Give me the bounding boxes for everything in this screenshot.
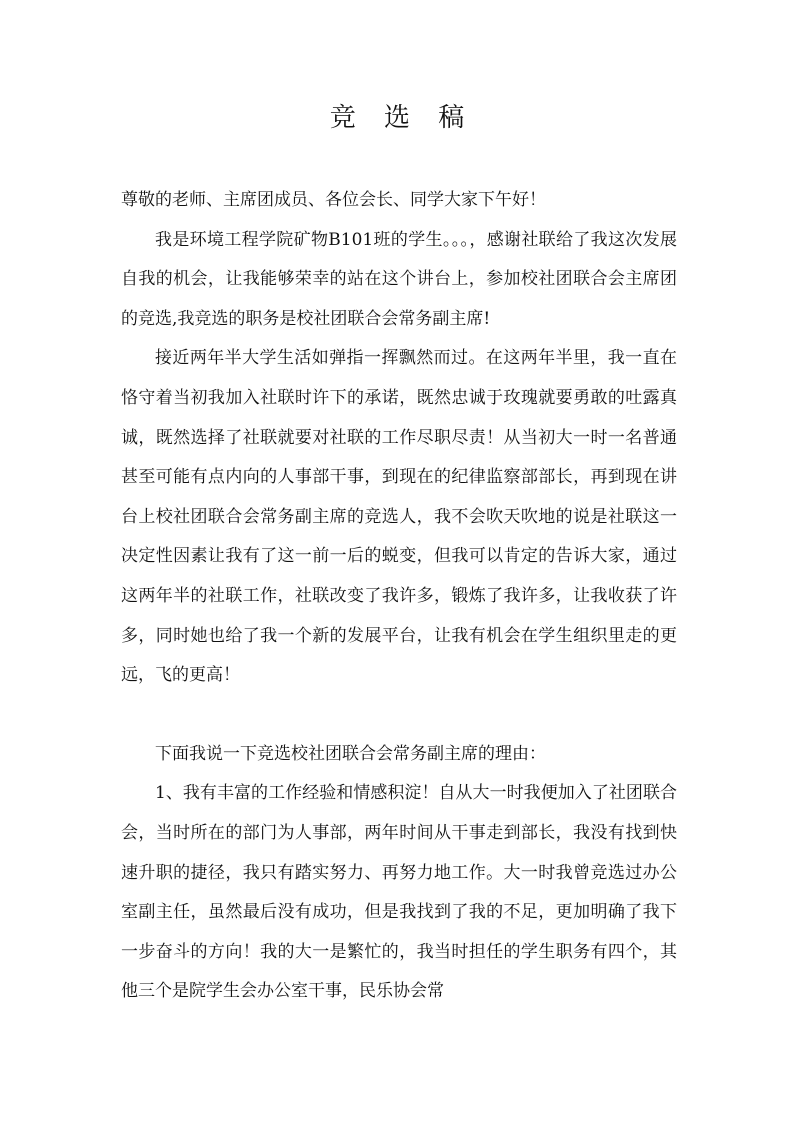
reason-one-paragraph: 1、我有丰富的工作经验和情感积淀！自从大一时我便加入了社团联合会，当时所在的部门为人事部，两年时间从干事走到部长，我没有找到快速升职的捷径，我只有踏实努力、再努力地工作。大一时我曾竞选过办公室副主任，虽然最后没有成功，但是我找到了我的不足，更加明确了我下一步奋斗的方向！我的大一是繁忙的，我当时担任的学生职务有四个，其他三个是院学生会办公室干事，民乐协会常 [121,783,677,1002]
reasons-heading-paragraph: 下面我说一下竞选校社团联合会常务副主席的理由： [155,743,546,764]
document-title: 竞 选 稿 [329,103,475,133]
document-body [121,181,677,1012]
intro-paragraph: 我是环境工程学院矿物B101班的学生。。。，感谢社联给了我这次发展自我的机会，让我能够荣幸的站在这个讲台上，参加校社团联合会主席团的竞选,我竞选的职务是校社团联合会常务副主席! [121,229,677,329]
experience-paragraph: 接近两年半大学生活如弹指一挥飘然而过。在这两年半里，我一直在恪守着当初我加入社联时许下的承诺，既然忠诚于玫瑰就要勇敢的吐露真诚，既然选择了社联就要对社联的工作尽职尽责！从当初大一时一名普通甚至可能有点内向的人事部干事，到现在的纪律监察部部长，再到现在讲台上校社团联合会常务副主席的竞选人，我不会吹天吹地的说是社联这一决定性因素让我有了这一前一后的蜕变，但我可以肯定的告诉大家，通过这两年半的社联工作，社联改变了我许多，锻炼了我许多，让我收获了许多，同时她也给了我一个新的发展平台，让我有机会在学生组织里走的更远，飞的更高！ [121,348,677,686]
greeting-paragraph: 尊敬的老师、主席团成员、各位会长、同学大家下午好！ [121,190,546,210]
